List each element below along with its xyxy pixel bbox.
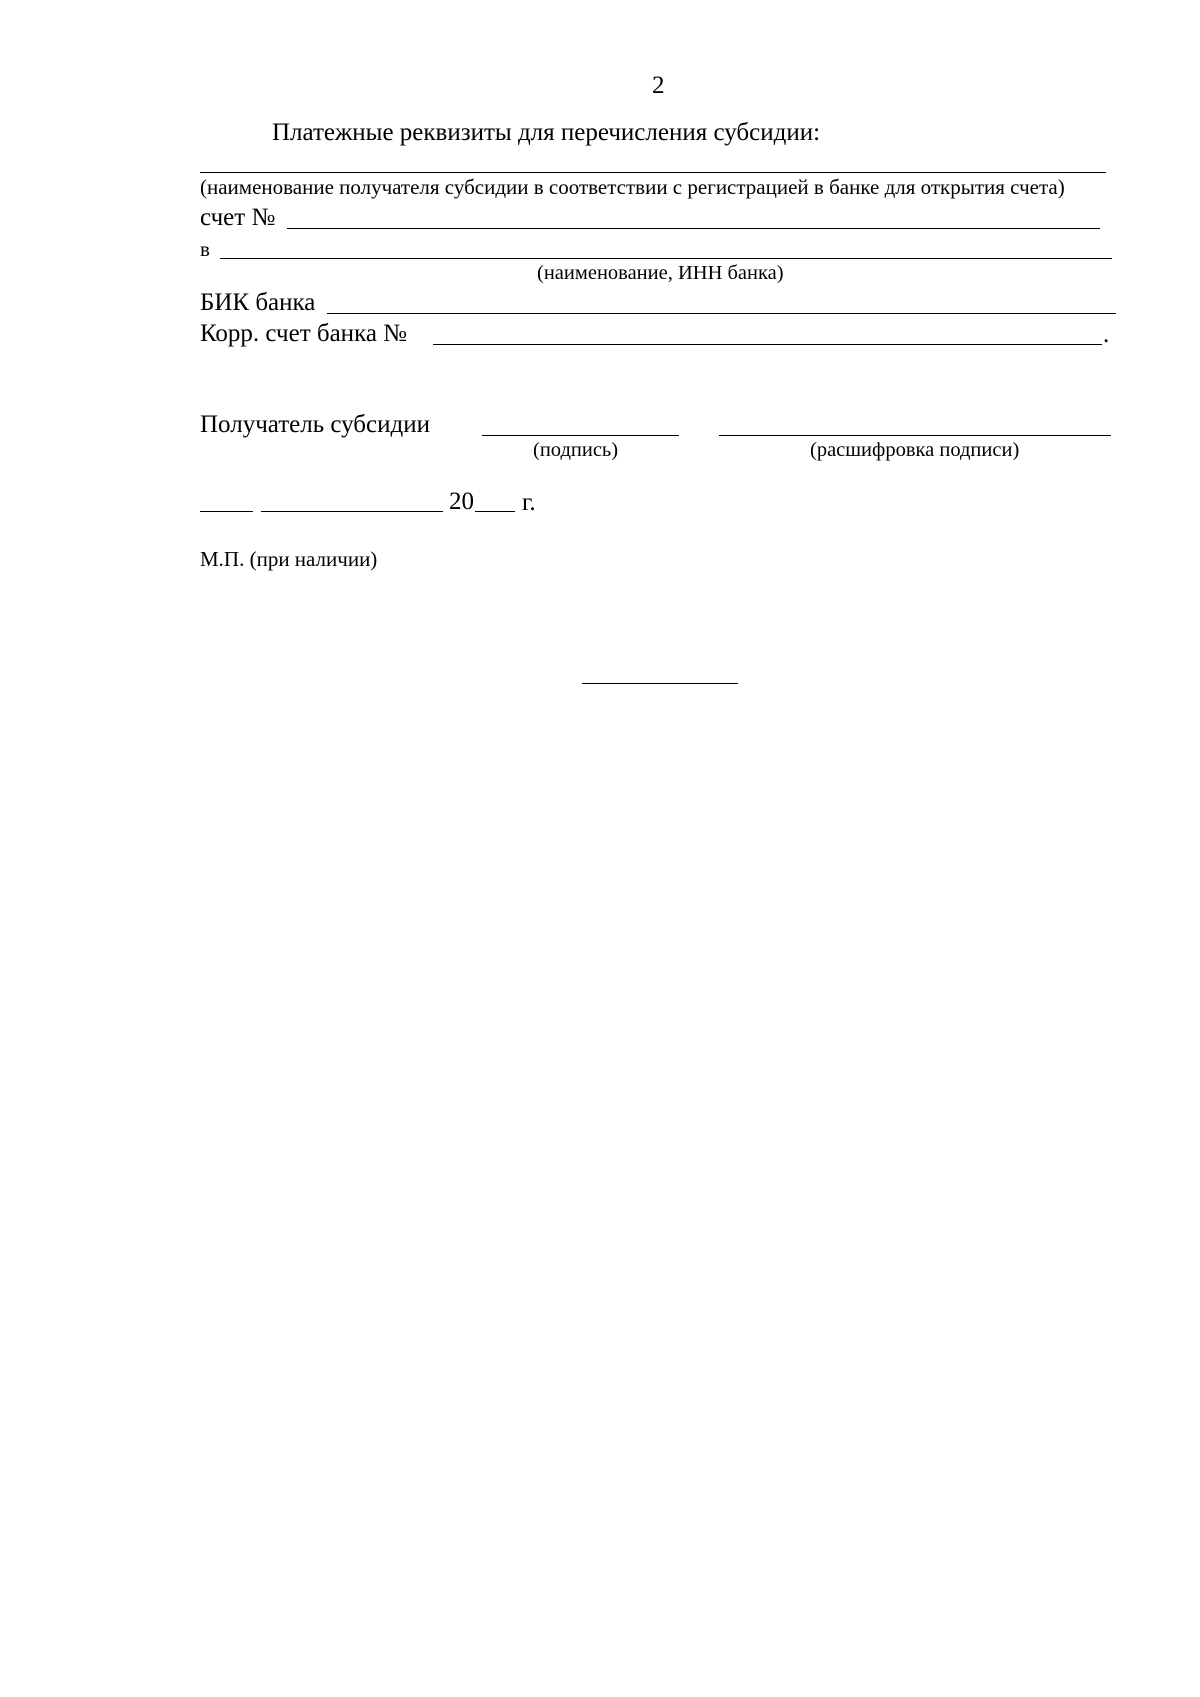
stamp-note: М.П. (при наличии) xyxy=(200,547,378,571)
closing-separator-line xyxy=(582,683,738,684)
date-month-line xyxy=(261,511,443,512)
signature-caption: (подпись) xyxy=(533,439,619,461)
corr-account-line xyxy=(433,344,1102,345)
corr-account-label: Корр. счет банка № xyxy=(200,320,408,347)
signature-decoding-line xyxy=(719,435,1111,436)
recipient-label: Получатель субсидии xyxy=(200,411,430,438)
page-number: 2 xyxy=(652,72,665,99)
bank-name-caption: (наименование, ИНН банка) xyxy=(537,262,784,284)
bank-prefix: в xyxy=(200,237,210,261)
date-day-line xyxy=(200,511,253,512)
date-year-line xyxy=(475,511,515,512)
recipient-name-line xyxy=(200,172,1106,173)
section-heading: Платежные реквизиты для перечисления субсидии: xyxy=(272,119,821,146)
signature-decoding-caption: (расшифровка подписи) xyxy=(810,439,1020,461)
bank-name-line xyxy=(220,258,1112,259)
date-year-prefix: 20 xyxy=(449,488,474,515)
date-year-suffix: г. xyxy=(522,489,536,516)
recipient-name-caption: (наименование получателя субсидии в соответствии с регистрацией в банке для открытия счета) xyxy=(200,175,1065,199)
corr-account-end: . xyxy=(1103,321,1110,348)
signature-line xyxy=(482,435,679,436)
account-number-line xyxy=(287,228,1100,229)
bik-label: БИК банка xyxy=(200,289,316,316)
account-label: счет № xyxy=(200,204,276,231)
bik-line xyxy=(327,313,1116,314)
